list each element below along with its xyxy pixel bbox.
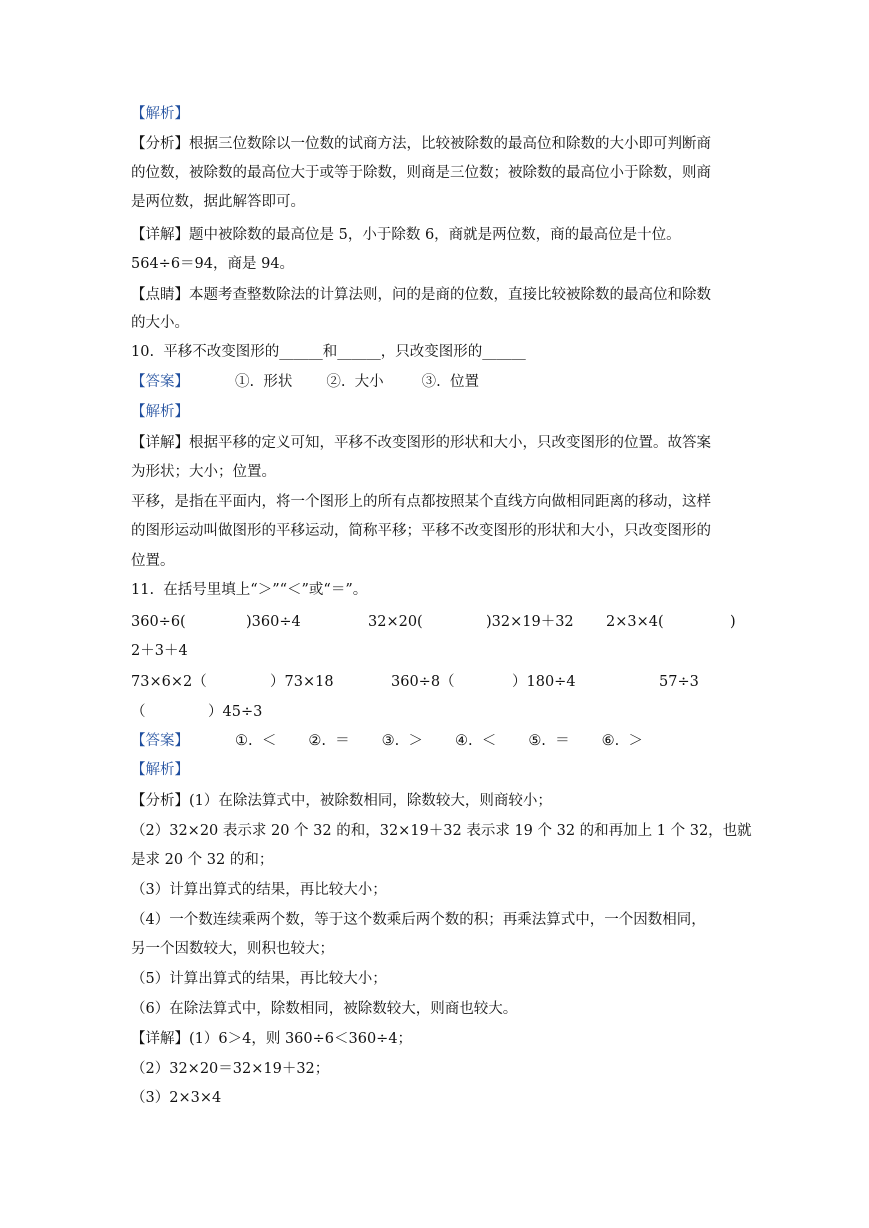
question-11: 11. 在括号里填上“＞”“＜”或“＝”。: [131, 582, 368, 598]
blank-expr: 2＋3＋4: [131, 643, 188, 659]
dianjing-tag: 【点睛】: [131, 287, 189, 303]
analysis-line: 的位数，被除数的最高位大于或等于除数，则商是三位数；被除数的最高位小于除数，则商: [131, 165, 711, 181]
analysis-text: 根据三位数除以一位数的试商方法，比较被除数的最高位和除数的大小即可判断商: [189, 136, 711, 152]
detail-line: （2）32×20＝32×19＋32；: [131, 1061, 330, 1077]
answer-item: ⑥. ＞: [601, 733, 643, 749]
blank-expr: ）45÷3: [208, 704, 263, 720]
answer-line: [131, 731, 643, 751]
answer-item: ⑤. ＝: [528, 733, 570, 749]
daan-tag: 【答案】: [131, 733, 189, 749]
blank-expr: 360÷8（: [391, 674, 455, 690]
analysis-line: [131, 791, 552, 811]
blank-expr: ): [730, 614, 736, 630]
detail-line: 为形状；大小；位置。: [131, 464, 276, 480]
answer-item: ④. ＜: [454, 733, 497, 749]
jiexi-tag: 【解析】: [131, 106, 189, 122]
blank-expr: 57÷3: [659, 674, 699, 690]
fenxi-tag: 【分析】: [131, 136, 189, 152]
answer-line: [131, 372, 479, 392]
xiangjie-tag: 【详解】: [131, 1031, 189, 1047]
analysis-line: 另一个因数较大，则积也较大；: [131, 941, 334, 957]
analysis-line: （3）计算出算式的结果，再比较大小；: [131, 882, 387, 898]
analysis-line: [131, 134, 711, 154]
detail-line: [131, 1029, 412, 1049]
blank-expr: )32×19＋32: [486, 614, 574, 630]
detail-text: 题中被除数的最高位是 5，小于除数 6，商就是两位数，商的最高位是十位。: [189, 227, 681, 243]
detail-line: [131, 225, 681, 245]
blank-expr: 360÷6(: [131, 614, 186, 630]
blank-expr: 73×6×2（: [131, 674, 207, 690]
answer-item: ③. 位置: [421, 374, 479, 390]
blank-expr: 32×20(: [368, 614, 423, 630]
answer-item: ③. ＞: [381, 733, 423, 749]
definition-line: 的图形运动叫做图形的平移运动，简称平移；平移不改变图形的形状和大小，只改变图形的: [131, 523, 711, 539]
blank-expr: 2×3×4(: [606, 614, 664, 630]
analysis-line: （2）32×20 表示求 20 个 32 的和，32×19＋32 表示求 19 个 32 的和再加上 1 个 32，也就: [131, 823, 752, 839]
comment-text: 本题考查整数除法的计算法则，问的是商的位数，直接比较被除数的最高位和除数: [189, 287, 711, 303]
xiangjie-tag: 【详解】: [131, 227, 189, 243]
jiexi-tag: 【解析】: [131, 762, 189, 778]
analysis-line: （6）在除法算式中，除数相同，被除数较大，则商也较大。: [131, 1001, 518, 1017]
definition-line: 位置。: [131, 553, 175, 569]
blank-expr: ）180÷4: [512, 674, 576, 690]
blank-expr: ）73×18: [270, 674, 334, 690]
comment-line: 的大小。: [131, 315, 189, 331]
analysis-line: （4）一个数连续乘两个数，等于这个数乘后两个数的积；再乘法算式中，一个因数相同，: [131, 912, 706, 928]
detail-line: [131, 433, 711, 453]
detail-line: （3）2×3×4: [131, 1090, 222, 1106]
detail-text: 根据平移的定义可知，平移不改变图形的形状和大小，只改变图形的位置。故答案: [189, 435, 711, 451]
xiangjie-tag: 【详解】: [131, 435, 189, 451]
question-10: 10. 平移不改变图形的______和______，只改变图形的______: [131, 344, 526, 360]
calculation-line: 564÷6＝94，商是 94。: [131, 256, 295, 272]
fenxi-tag: 【分析】: [131, 793, 189, 809]
answer-item: ②. 大小: [326, 374, 384, 390]
analysis-line: （5）计算出算式的结果，再比较大小；: [131, 971, 387, 987]
blank-expr: （: [131, 704, 146, 720]
answer-item: ①. 形状: [235, 374, 293, 390]
daan-tag: 【答案】: [131, 374, 189, 390]
jiexi-tag: 【解析】: [131, 404, 189, 420]
comment-line: [131, 285, 711, 305]
answer-item: ①. ＜: [235, 733, 277, 749]
analysis-line: 是两位数，据此解答即可。: [131, 194, 305, 210]
definition-line: 平移，是指在平面内，将一个图形上的所有点都按照某个直线方向做相同距离的移动，这样: [131, 494, 711, 510]
blank-expr: )360÷4: [246, 614, 301, 630]
analysis-line: 是求 20 个 32 的和；: [131, 852, 274, 868]
detail-text: (1）6＞4，则 360÷6＜360÷4；: [189, 1031, 413, 1047]
answer-item: ②. ＝: [308, 733, 350, 749]
analysis-text: (1）在除法算式中，被除数相同，除数较大，则商较小；: [189, 793, 552, 809]
